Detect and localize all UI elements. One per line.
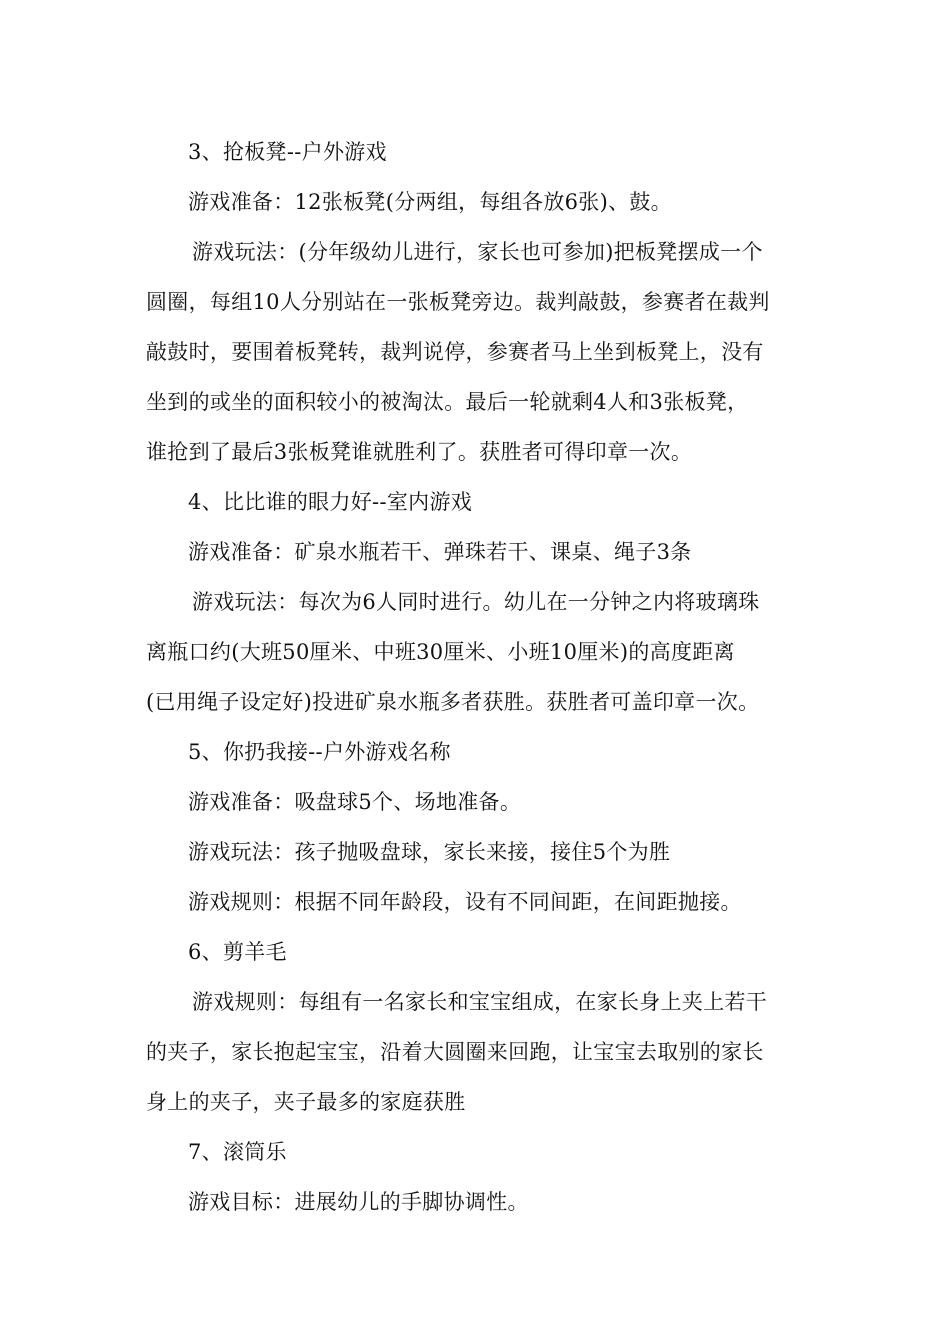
game-3-play-line-5: 谁抢到了最后3张板凳谁就胜利了。获胜者可得印章一次。 [146, 440, 693, 464]
game-5-play: 游戏玩法：孩子抛吸盘球，家长来接，接住5个为胜 [188, 840, 671, 864]
game-3-play-line-2: 圆圈，每组10人分别站在一张板凳旁边。裁判敲鼓，参赛者在裁判 [146, 290, 770, 314]
game-6-rules-line-2: 的夹子，家长抱起宝宝，沿着大圆圈来回跑，让宝宝去取别的家长 [146, 1040, 764, 1064]
game-3-play-line-1: 游戏玩法：(分年级幼儿进行，家长也可参加)把板凳摆成一个 [192, 240, 763, 264]
heading-game-4: 4、比比谁的眼力好--室内游戏 [188, 490, 473, 514]
game-4-preparation: 游戏准备：矿泉水瓶若干、弹珠若干、课桌、绳子3条 [188, 540, 692, 564]
game-4-play-line-1: 游戏玩法：每次为6人同时进行。幼儿在一分钟之内将玻璃珠 [192, 590, 760, 614]
heading-game-5: 5、你扔我接--户外游戏名称 [188, 740, 451, 764]
game-7-goal: 游戏目标：进展幼儿的手脚协调性。 [188, 1190, 529, 1214]
game-5-preparation: 游戏准备：吸盘球5个、场地准备。 [188, 790, 522, 814]
game-4-play-line-3: (已用绳子设定好)投进矿泉水瓶多者获胜。获胜者可盖印章一次。 [146, 690, 760, 714]
game-6-rules-line-3: 身上的夹子，夹子最多的家庭获胜 [146, 1090, 466, 1114]
heading-game-6: 6、剪羊毛 [188, 940, 287, 964]
game-3-play-line-3: 敲鼓时，要围着板凳转，裁判说停，参赛者马上坐到板凳上，没有 [146, 340, 764, 364]
game-3-play-line-4: 坐到的或坐的面积较小的被淘汰。最后一轮就剩4人和3张板凳， [146, 390, 749, 414]
game-5-rules: 游戏规则：根据不同年龄段，设有不同间距，在间距抛接。 [188, 890, 742, 914]
heading-game-3: 3、抢板凳--户外游戏 [188, 140, 387, 164]
game-3-preparation: 游戏准备：12张板凳(分两组，每组各放6张)、鼓。 [188, 190, 672, 214]
heading-game-7: 7、滚筒乐 [188, 1140, 287, 1164]
game-6-rules-line-1: 游戏规则：每组有一名家长和宝宝组成，在家长身上夹上若干 [192, 990, 768, 1014]
game-4-play-line-2: 离瓶口约(大班50厘米、中班30厘米、小班10厘米)的高度距离 [146, 640, 735, 664]
